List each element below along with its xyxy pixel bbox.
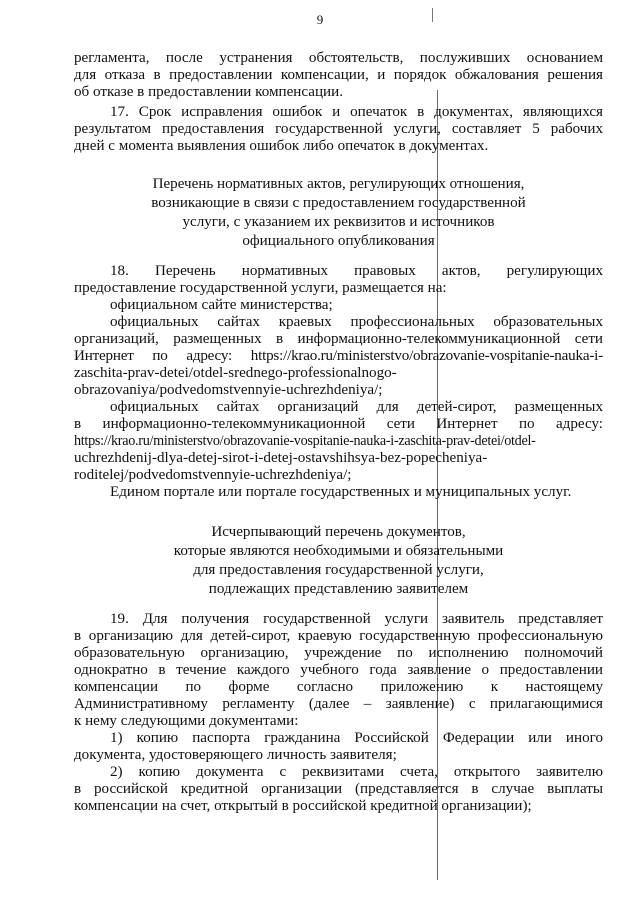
text-line: официальных сайтах организаций для детей-сирот, размещенных xyxy=(110,399,603,415)
text-line: в организацию для детей-сирот, краевую государственную профессиональную xyxy=(74,628,603,644)
heading-line: возникающие в связи с предоставлением государственной xyxy=(151,195,526,211)
text-line: zaschita-prav-detei/otdel-srednego-professionalnogo- xyxy=(74,365,397,381)
heading-line: для предоставления государственной услуги, xyxy=(193,562,484,578)
text-line: 1) копию паспорта гражданина Российской Федерации или иного xyxy=(110,730,603,746)
section-heading-normative-acts xyxy=(74,175,603,251)
heading-line: официального опубликования xyxy=(242,233,435,249)
text-line: предоставление государственной услуги, размещается на: xyxy=(74,280,447,296)
heading-line: услуги, с указанием их реквизитов и источников xyxy=(182,214,495,230)
page-number: 9 xyxy=(316,12,324,27)
text-line: официальном сайте министерства; xyxy=(110,297,333,313)
section-heading-required-documents xyxy=(74,523,603,599)
text-line: официальных сайтах краевых профессиональных образовательных xyxy=(110,314,603,330)
text-line: obrazovaniya/podvedomstvennyie-uchrezhdeniya/; xyxy=(74,382,383,398)
text-line: результатом предоставления государственной услуги, составляет 5 рабочих xyxy=(74,121,603,137)
text-line: 18. Перечень нормативных правовых актов, регулирующих xyxy=(110,263,603,279)
text-line: компенсации на счет, открытый в российской кредитной организации); xyxy=(74,798,532,814)
heading-line: которые являются необходимыми и обязательными xyxy=(173,543,504,559)
text-line: в российской кредитной организации (представляется в случае выплаты xyxy=(74,781,603,797)
paragraph-19 xyxy=(74,611,603,815)
paragraph-18 xyxy=(74,263,603,501)
text-line: организаций, размещенных в информационно-телекоммуникационной сети xyxy=(74,331,603,347)
text-line: дней с момента выявления ошибок либо опечаток в документах. xyxy=(74,138,489,154)
text-line: документа, удостоверяющего личность заявителя; xyxy=(74,747,397,763)
text-line: к нему следующими документами: xyxy=(74,713,299,729)
text-line: Интернет по адресу: https://krao.ru/ministerstvo/obrazovanie-vospitanie-nauka-i- xyxy=(74,348,603,364)
text-line: roditelej/podvedomstvennyie-uchrezhdeniya/; xyxy=(74,467,352,483)
text-line: регламента, после устранения обстоятельств, послуживших основанием xyxy=(74,50,603,66)
text-line: 19. Для получения государственной услуги заявитель представляет xyxy=(110,611,603,627)
text-line: для отказа в предоставлении компенсации, и порядок обжалования решения xyxy=(74,67,603,83)
text-line: компенсации по форме согласно приложению к настоящему xyxy=(74,679,603,695)
text-line: образовательную организацию, учреждение по исполнению полномочий xyxy=(74,645,603,661)
text-line: Административному регламенту (далее – заявление) с прилагающимися xyxy=(74,696,603,712)
heading-line: Перечень нормативных актов, регулирующих отношения, xyxy=(152,176,525,192)
text-line: https://krao.ru/ministerstvo/obrazovanie-vospitanie-nauka-i-zaschita-prav-detei/otdel- xyxy=(74,433,536,449)
text-line: в информационно-телекоммуникационной сети Интернет по адресу: xyxy=(74,416,603,432)
paragraph-continuation xyxy=(74,50,603,101)
paragraph-17 xyxy=(74,104,603,155)
text-line: 17. Срок исправления ошибок и опечаток в документах, являющихся xyxy=(110,104,603,120)
text-line: об отказе в предоставлении компенсации. xyxy=(74,84,343,100)
heading-line: Исчерпывающий перечень документов, xyxy=(211,524,466,540)
heading-line: подлежащих представлению заявителем xyxy=(208,581,469,597)
text-line: uchrezhdenij-dlya-detej-sirot-i-detej-ostavshihsya-bez-popecheniya- xyxy=(74,450,488,466)
text-line: Едином портале или портале государственных и муниципальных услуг. xyxy=(110,484,572,500)
text-line: однократно в течение каждого учебного года заявление о предоставлении xyxy=(74,662,603,678)
text-line: 2) копию документа с реквизитами счета, открытого заявителю xyxy=(110,764,603,780)
